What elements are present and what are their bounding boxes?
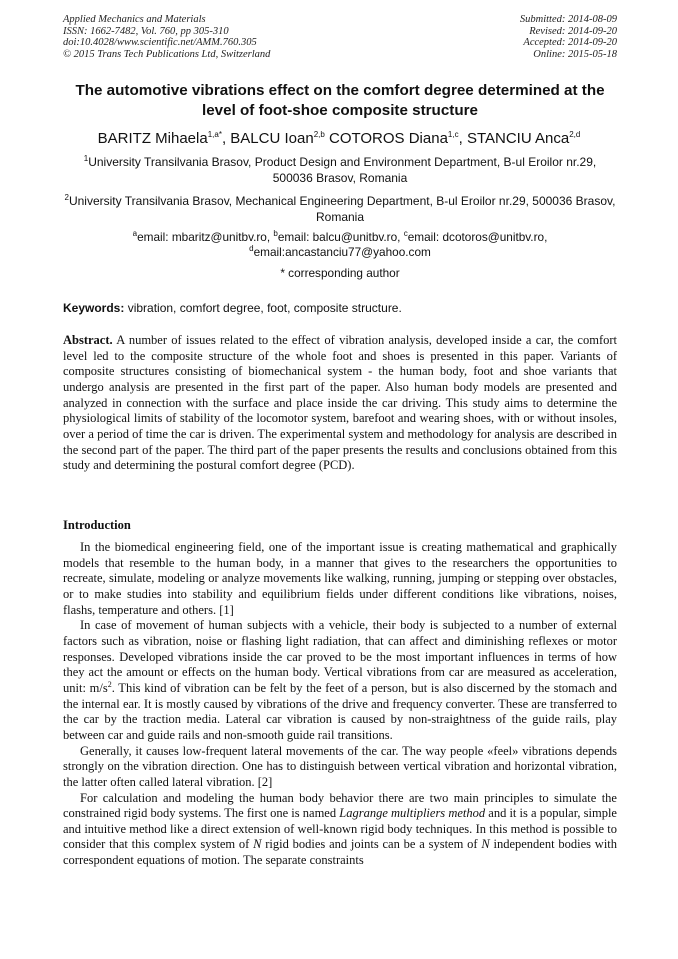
submitted-date: Submitted: 2014-08-09 bbox=[519, 14, 617, 25]
variable-n: N bbox=[481, 837, 490, 852]
email-link[interactable]: email:ancastanciu77@yahoo.com bbox=[253, 245, 431, 259]
abstract-label: Abstract. bbox=[63, 333, 113, 347]
affiliation-2 bbox=[63, 193, 617, 225]
author-affiliation-mark: 2,d bbox=[569, 130, 581, 139]
keywords bbox=[63, 301, 617, 316]
accepted-date: Accepted: 2014-09-20 bbox=[523, 37, 617, 49]
journal-header bbox=[63, 14, 270, 60]
author-name: BARITZ Mihaela bbox=[97, 130, 208, 147]
section-heading-introduction: Introduction bbox=[63, 518, 131, 532]
revised-date: Revised: 2014-09-20 bbox=[529, 25, 617, 37]
paper-title: The automotive vibrations effect on the comfort degree determined at the level of foot-shoe composite structure bbox=[75, 82, 605, 119]
paragraph-text: In case of movement of human subjects with a vehicle, their body is subjected to a number of external factors such as vibration, noise or flashing light radiation, that can affect and diminishing reflexes or motor responses. Developed vibrations inside the car proved to be the most important influences in terms of how they act the amount or effects on the human body. Vertical vibrations from car are measured as acceleration, unit: m/s bbox=[63, 618, 617, 695]
affiliation-mark: 2 bbox=[64, 193, 69, 202]
paragraph: In the biomedical engineering field, one of the important issue is creating mathematical and graphically models that resemble to the human body, in a manner that gives to the researchers the opportunities to recreate, simulate, modeling or analyze movements like walking, running, jumping or stepping over obstacles, or to make studies into stability and equilibrium fields under different conditions like vibrations, noises, flashs, temperature and others. [1] bbox=[63, 540, 617, 617]
email-mark: c bbox=[403, 229, 408, 239]
author-list bbox=[40, 129, 638, 148]
journal-doi[interactable]: doi:10.4028/www.scientific.net/AMM.760.305 bbox=[63, 37, 257, 49]
author-separator: , bbox=[221, 130, 231, 147]
abstract-text: A number of issues related to the effect of vibration analysis, developed inside a car, the comfort level led to the composite structure of the whole foot and shoes is presented in this paper. Variants of composite structures consisting of biomechanical system - the human body, foot and shoe variants that undergo analysis are presented in the first part of the paper. Also human body models are presented and analyzed in connection with the surface and place inside the car driving. This study aims to determine the physiological limits of stability of the locomotor system, barefoot and wearing shoes, with or without insoles, over a period of time the car is driven. The experimental system and methodology for analysis are described in the second part of the paper. The third part of the paper presents the results and conclusions obtained from this study and determining the postural comfort degree (PCD). bbox=[63, 333, 617, 473]
introduction-body bbox=[63, 540, 617, 869]
email-mark: b bbox=[273, 229, 278, 239]
author-name: COTOROS Diana bbox=[328, 130, 448, 147]
method-name: Lagrange multipliers method bbox=[339, 806, 486, 821]
author-name: BALCU Ioan bbox=[230, 130, 314, 147]
affiliation-text: University Transilvania Brasov, Mechanical Engineering Department, B-ul Eroilor nr.29, 500036 Brasov, Romania bbox=[68, 194, 616, 224]
paragraph-text: For calculation and modeling the human body behavior there are two main principles to simulate the constrained rigid body systems. The first one is named bbox=[63, 790, 617, 821]
affiliation-mark: 1 bbox=[83, 154, 89, 163]
paragraph-text: independent bodies with correspondent equations of motion. The separate constraints bbox=[63, 837, 618, 868]
journal-issn: ISSN: 1662-7482, Vol. 760, pp 305-310 bbox=[63, 25, 229, 37]
paragraph-text: and it is a popular, simple and intuitive method like a direct extension of well-known rigid body techniques. In this method is possible to consider that this complex system of bbox=[63, 806, 617, 852]
dates-header bbox=[520, 14, 617, 60]
online-date: Online: 2015-05-18 bbox=[533, 48, 617, 60]
email-mark: a bbox=[132, 229, 138, 239]
email-mark: d bbox=[249, 244, 254, 254]
affiliation-text: University Transilvania Brasov, Product Design and Environment Department, B-ul Eroilor nr.29, 500036 Brasov, Romania bbox=[88, 155, 597, 185]
variable-n: N bbox=[253, 837, 262, 852]
email-link[interactable]: email: balcu@unitbv.ro, bbox=[277, 230, 404, 244]
paragraph-text: rigid bodies and joints can be a system of bbox=[261, 837, 482, 852]
paragraph bbox=[63, 791, 617, 869]
email-list bbox=[63, 230, 617, 260]
email-link[interactable]: email: dcotoros@unitbv.ro, bbox=[407, 230, 548, 244]
keywords-label: Keywords: bbox=[63, 301, 125, 315]
paragraph: Generally, it causes low-frequent lateral movements of the car. The way people «feel» vibrations depends strongly on the vibration direction. One has to distinguish between vertical vibration and horizontal vibration, the latter often called lateral vibration. [2] bbox=[63, 743, 617, 789]
email-link[interactable]: email: mbaritz@unitbv.ro, bbox=[137, 230, 274, 244]
paragraph-text: . This kind of vibration can be felt by the feet of a person, but is also discerned by the stomach and the internal ear. It is mostly caused by vibrations of the drive and frequency converter. These are transferred to the car by the traction media. Lateral car vibration is caused by non-straightness of the guide rails, play between car and guide rails and non-smooth guide rail transitions. bbox=[63, 680, 618, 742]
author-affiliation-mark: 2,b bbox=[313, 130, 325, 139]
affiliation-1 bbox=[63, 154, 617, 186]
journal-name: Applied Mechanics and Materials bbox=[63, 14, 206, 25]
paragraph bbox=[63, 618, 617, 743]
keywords-text: vibration, comfort degree, foot, composite structure. bbox=[124, 301, 402, 315]
author-affiliation-mark: 1,a* bbox=[207, 130, 222, 139]
corresponding-author-note: * corresponding author bbox=[280, 266, 400, 280]
abstract bbox=[63, 333, 617, 474]
author-separator: , bbox=[458, 130, 467, 147]
journal-copyright: © 2015 Trans Tech Publications Ltd, Switzerland bbox=[63, 48, 271, 60]
unit-exponent: 2 bbox=[107, 679, 112, 689]
author-affiliation-mark: 1,c bbox=[447, 130, 459, 139]
author-name: STANCIU Anca bbox=[466, 130, 570, 147]
